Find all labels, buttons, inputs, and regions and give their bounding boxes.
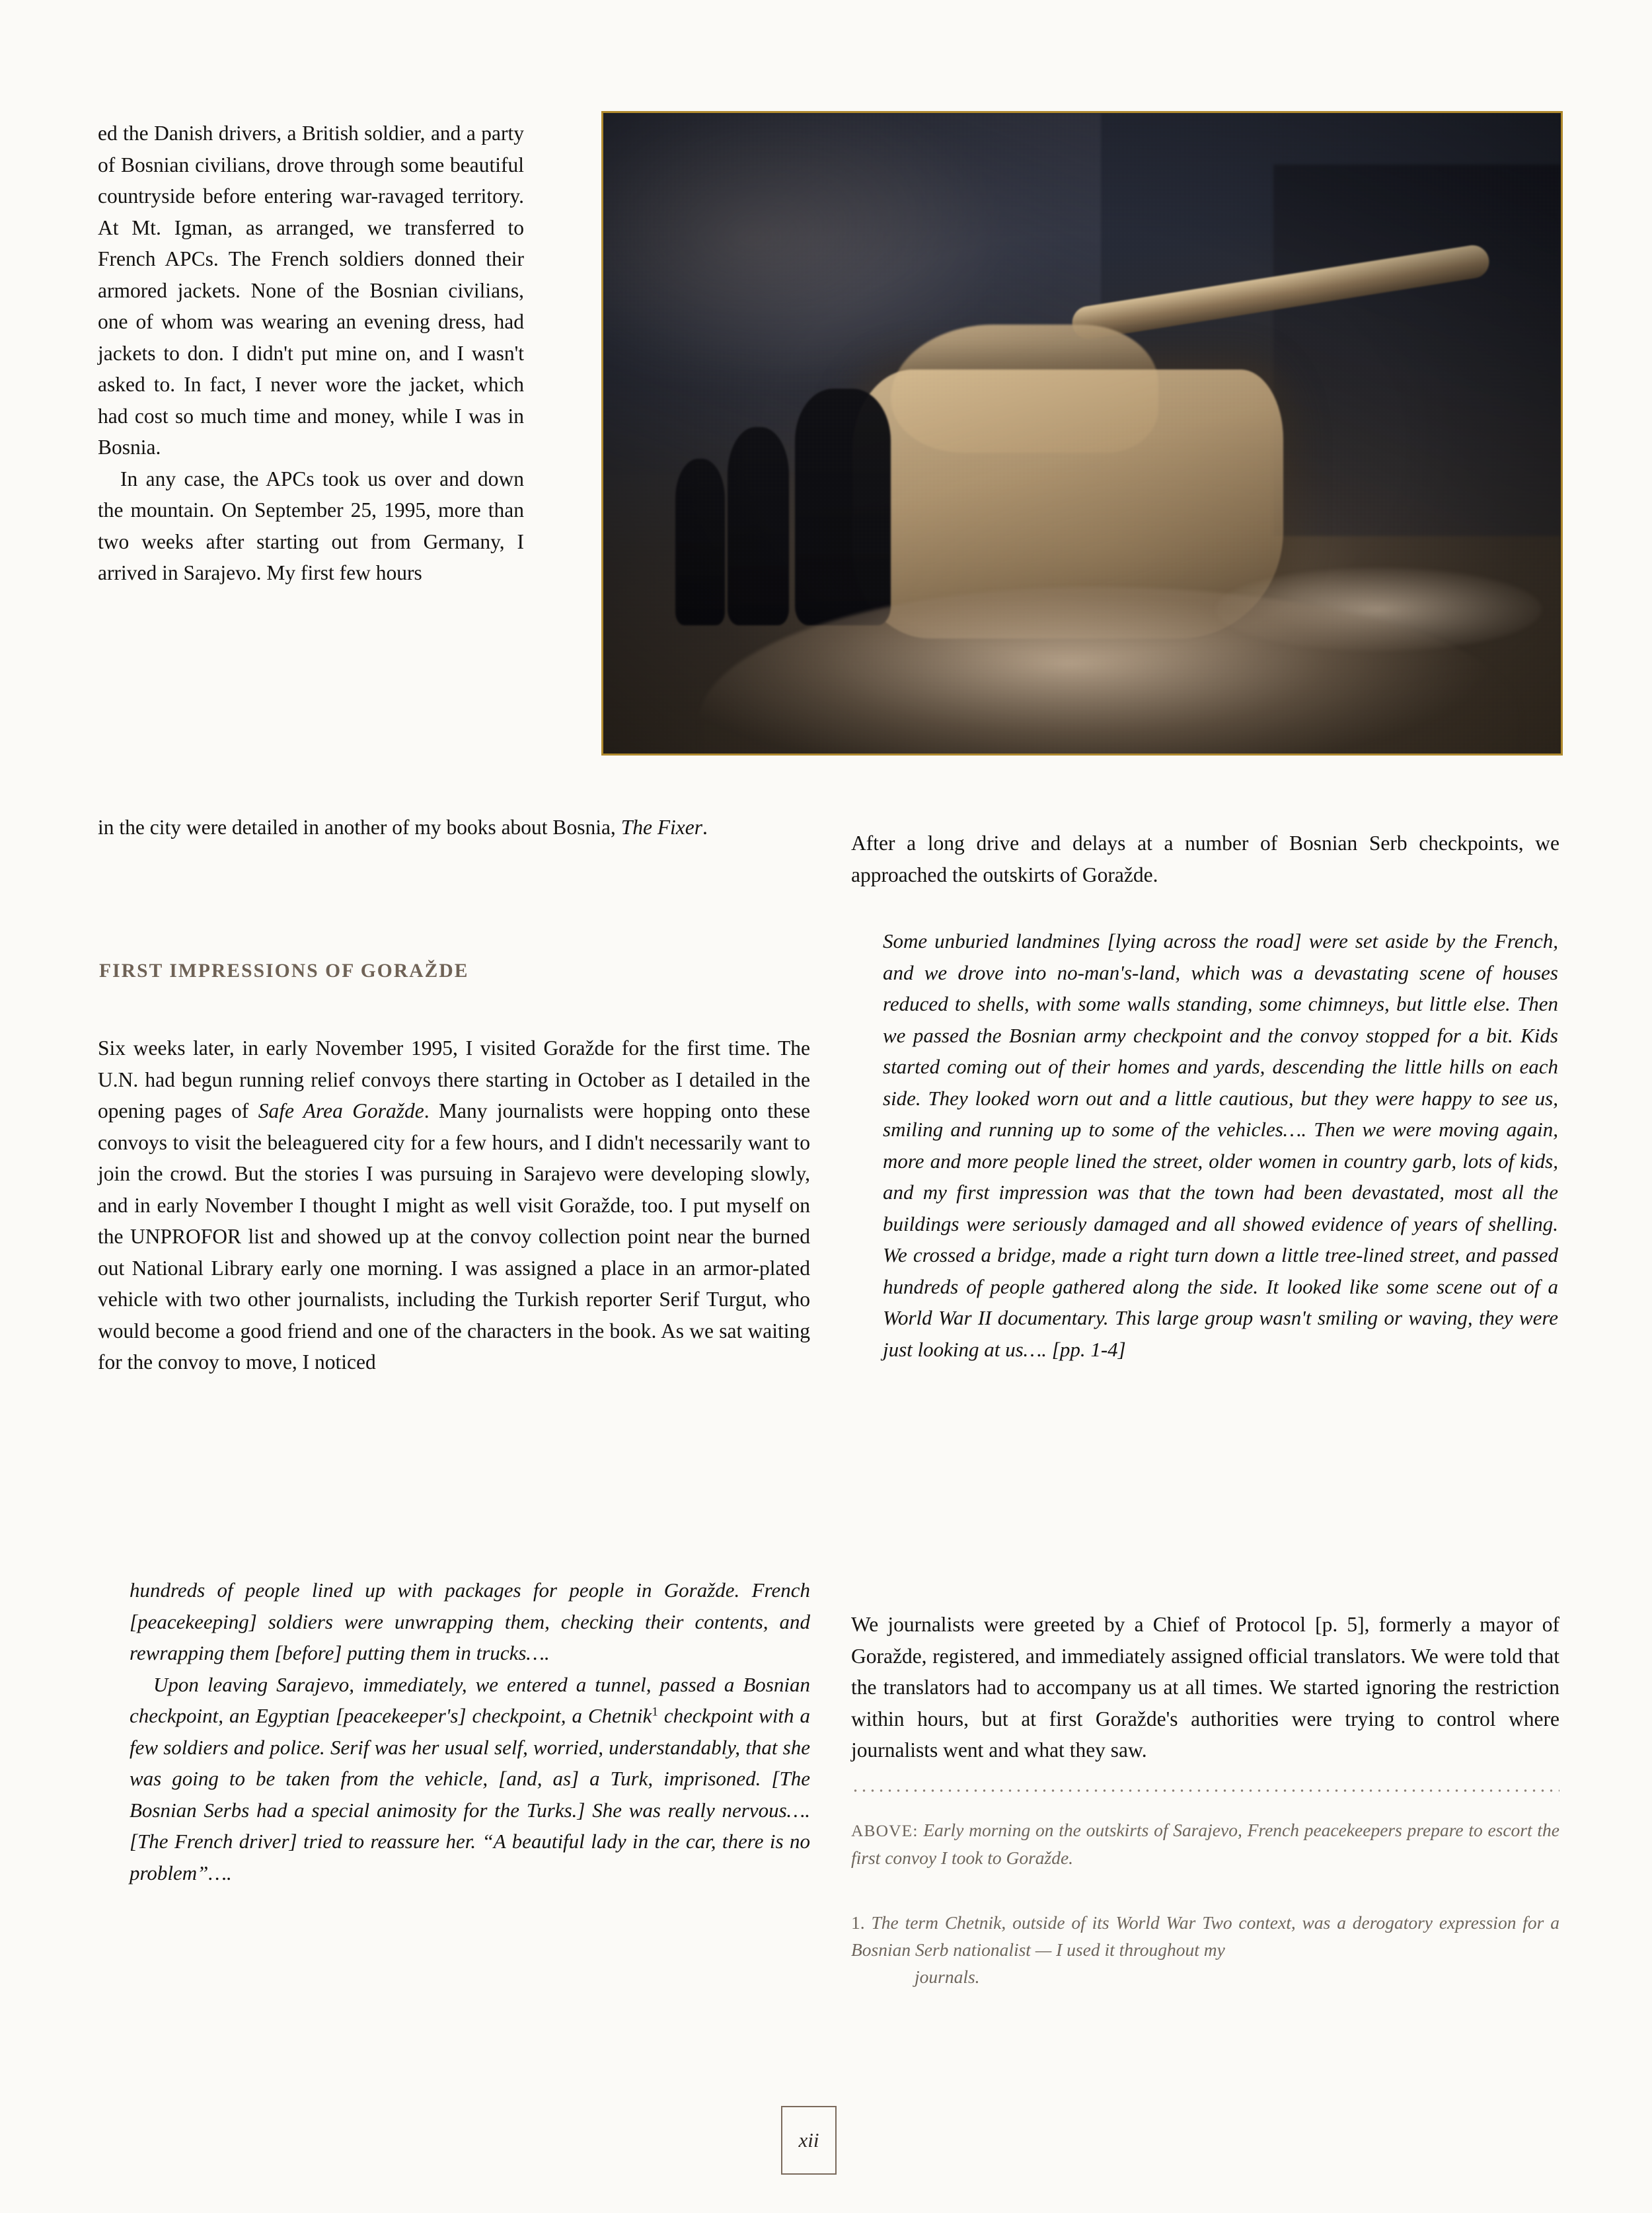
paragraph: After a long drive and delays at a number of Bosnian Serb checkpoints, we approached the outskirts of Goražde. [851,832,1559,886]
footnote [851,1909,1559,1990]
quote-paragraph: hundreds of people lined up with packages for people in Goražde. French [peacekeeping] soldiers were unwrapping them, checking their contents, and rewrapping them [before] putting them in trucks…. [130,1578,810,1664]
right-block-quote [883,925,1558,1365]
photo-vignette [603,113,1561,754]
photo-caption [851,1816,1559,1871]
quote-paragraph: Some unburied landmines [lying across the road] were set aside by the French, and we drove into no-man's-land, which was a devastating scene of houses reduced to shells, with some walls standing, some chimneys, but little else. Then we passed the Bosnian army checkpoint and the convoy stopped for a bit. Kids started coming out of their homes and yards, descending the little hills on each side. They looked worn out and a little cautious, but they were happy to see us, smiling and running up to some of the vehicles…. Then we were moving again, more and more people lined the street, older women in country garb, lots of kids, and my first impression was that the town had been devastated, most all the buildings were seriously damaged and all showed evidence of years of shelling. We crossed a bridge, made a right turn down a little tree-lined street, and passed hundreds of people gathered along the side. It looked like some scene out of a World War II documentary. This large group wasn't smiling or waving, they were just looking at us…. [pp. 1-4] [883,929,1558,1361]
paragraph [98,1032,810,1378]
caption-label: ABOVE: [851,1821,919,1840]
left-block-quote [130,1574,810,1888]
paragraph: In any case, the APCs took us over and down the mountain. On September 25, 1995, more than two weeks after starting out from Germany, I arrived in Sarajevo. My first few hours [98,467,524,584]
paragraph [98,812,808,843]
top-full-width-continuation [98,812,808,843]
book-title-the-fixer: The Fixer [620,816,703,839]
quote-paragraph [130,1669,810,1889]
right-top-paragraph [851,828,1559,890]
text-run: checkpoint with a few soldiers and police. Serif was her usual self, worried, understandably, that she was going to be taken from the vehicle, [and, as] a Turk, imprisoned. [The Bosnian Serbs had a special animosity for the Turks.] She was really nervous…. [The French driver] tried to reassure her. “A beautiful lady in the car, there is no problem”…. [130,1704,810,1884]
text-run: in the city were detailed in another of my books about Bosnia, [98,816,621,839]
paragraph: We journalists were greeted by a Chief of Protocol [p. 5], formerly a mayor of Goražde, registered, and immediately assigned official translators. We were told that the translators had to accompany us at all times. We started ignoring the restriction within hours, but at first Goražde's authorities were trying to control where journalists went and what they saw. [851,1613,1559,1762]
left-body-column [98,1032,810,1378]
section-heading: FIRST IMPRESSIONS OF GORAŽDE [99,960,469,982]
book-title-safe-area-gorazde: Safe Area Goražde [258,1099,424,1122]
text-run: . [702,816,708,839]
right-bottom-paragraph [851,1609,1559,1766]
footnote-reference-marker[interactable]: 1 [652,1705,658,1719]
text-run: . Many journalists were hopping onto these convoys to visit the beleaguered city for a few hours, and I didn't necessarily want to join the crowd. But the stories I was pursuing in Sarajevo were developing slowly, and in early November I thought I might as well visit Goražde, too. I put myself on the UNPROFOR list and showed up at the convoy collection point near the burned out National Library early one morning. I was assigned a place in an armor-plated vehicle with two other journalists, including the Turkish reporter Serif Turgut, who would become a good friend and one of the characters in the book. As we sat waiting for the convoy to move, I noticed [98,1099,810,1374]
text-run: Upon leaving Sarajevo, immediately, we entered a tunnel, passed a Bosnian checkpoint, an Egyptian [peacekeeper's] checkpoint, a Chetnik [130,1672,810,1727]
photograph [601,111,1563,756]
footnote-number: 1. [851,1912,865,1933]
text-run: Six weeks later, in early November 1995, I visited Goražde for the first time. The U.N. had begun running relief convoys there starting in October as I detailed in the opening pages of [98,1036,810,1122]
dotted-separator-rule [851,1789,1559,1792]
photograph-image [603,113,1561,754]
top-left-column [98,118,524,589]
footnote-text: The term Chetnik, outside of its World War Two context, was a derogatory expression for a Bosnian Serb nationalist — I used it throughout my [851,1912,1559,1960]
page-number: xii [781,2106,837,2175]
footnote-text-continued: journals. [915,1966,980,1987]
caption-text: Early morning on the outskirts of Sarajevo, French peacekeepers prepare to escort the first convoy I took to Goražde. [851,1820,1559,1868]
paragraph: ed the Danish drivers, a British soldier, and a party of Bosnian civilians, drove through some beautiful countryside before entering war-ravaged territory. At Mt. Igman, as arranged, we transferred to French APCs. The French soldiers donned their armored jackets. None of the Bosnian civilians, one of whom was wearing an evening dress, had jackets to don. I didn't put mine on, and I wasn't asked to. In fact, I never wore the jacket, which had cost so much time and money, while I was in Bosnia. [98,122,524,459]
